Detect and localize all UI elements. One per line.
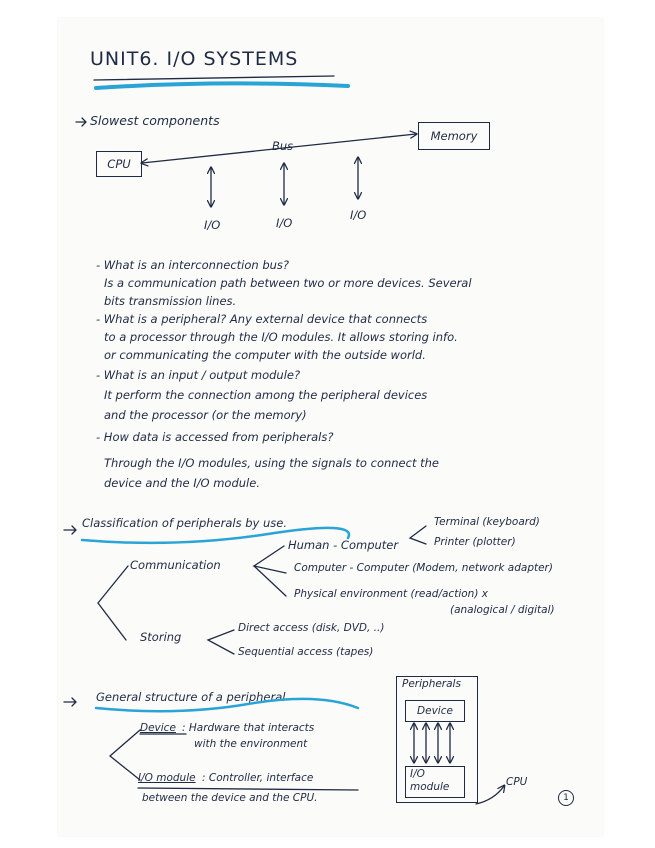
question-1: - What is an interconnection bus? [96, 258, 290, 272]
direct-access-label: Direct access (disk, DVD, ..) [238, 622, 385, 634]
physical-note: (analogical / digital) [450, 604, 555, 616]
answer-2-line-2: or communicating the computer with the outside world. [104, 348, 426, 362]
storing-bracket [208, 630, 234, 654]
answer-1-line-1: Is a communication path between two or more devices. Several [104, 276, 472, 290]
human-computer-bracket [410, 526, 426, 544]
computer-computer-label: Computer - Computer (Modem, network adapter) [294, 562, 553, 574]
cpu-box [96, 151, 142, 177]
diagram-device-label: Device [417, 705, 453, 717]
diagram-io-label-2: module [410, 781, 450, 793]
structure-bracket [110, 730, 140, 780]
answer-2-line-1: to a processor through the I/O modules. It allows storing info. [104, 330, 458, 344]
answer-3-line-1: It perform the connection among the peripheral devices [104, 388, 428, 402]
question-3: - What is an input / output module? [96, 368, 301, 382]
diagram-io-box [405, 766, 465, 798]
device-term: Device [140, 722, 176, 734]
structure-arrow-icon [64, 698, 76, 706]
classification-heading: Classification of peripherals by use. [82, 516, 288, 530]
printer-label: Printer (plotter) [434, 536, 516, 548]
title-highlight [96, 83, 348, 88]
communication-bracket [254, 546, 286, 596]
memory-label: Memory [430, 129, 478, 143]
device-definition-line-1: : Hardware that interacts [182, 722, 315, 734]
answer-4-line-2: device and the I/O module. [104, 476, 260, 490]
terminal-label: Terminal (keyboard) [434, 516, 540, 528]
title-underline [94, 76, 334, 80]
io-module-definition-line-2: between the device and the CPU. [142, 792, 318, 804]
answer-4-line-1: Through the I/O modules, using the signals to connect the [104, 456, 439, 470]
sequential-access-label: Sequential access (tapes) [238, 646, 374, 658]
bus-bullet-icon [76, 118, 86, 126]
diagram-device-box [405, 700, 465, 722]
device-definition-line-2: with the environment [194, 738, 308, 750]
storing-label: Storing [140, 630, 182, 644]
io-definition-underline [138, 788, 358, 790]
page-title: UNIT6. I/O SYSTEMS [90, 48, 299, 70]
cpu-label: CPU [107, 157, 131, 171]
io-module-term: I/O module [138, 772, 196, 784]
hand-drawn-strokes [58, 18, 603, 836]
page-number: 1 [558, 790, 574, 806]
question-2: - What is a peripheral? Any external device that connects [96, 312, 428, 326]
diagram-title: Peripherals [402, 678, 461, 690]
io-label-3: I/O [350, 208, 367, 222]
physical-environment-label: Physical environment (read/action) x [294, 588, 488, 600]
answer-1-line-2: bits transmission lines. [104, 294, 237, 308]
bus-heading: Slowest components [90, 113, 220, 128]
answer-3-line-2: and the processor (or the memory) [104, 408, 307, 422]
notebook-page [58, 18, 603, 836]
question-4: - How data is accessed from peripherals? [96, 430, 334, 444]
classification-arrow-icon [64, 526, 76, 534]
memory-box [418, 122, 490, 150]
io-module-definition-line-1: : Controller, interface [202, 772, 314, 784]
communication-label: Communication [130, 558, 221, 572]
diagram-cpu-label: CPU [506, 776, 528, 788]
use-bracket [98, 566, 128, 640]
bus-label: Bus [272, 139, 294, 153]
diagram-io-label-1: I/O [410, 768, 425, 780]
structure-heading: General structure of a peripheral [96, 690, 286, 704]
io-label-2: I/O [276, 216, 293, 230]
human-computer-label: Human - Computer [288, 538, 399, 552]
diagram-cpu-arrow [476, 786, 504, 804]
io-label-1: I/O [204, 218, 221, 232]
